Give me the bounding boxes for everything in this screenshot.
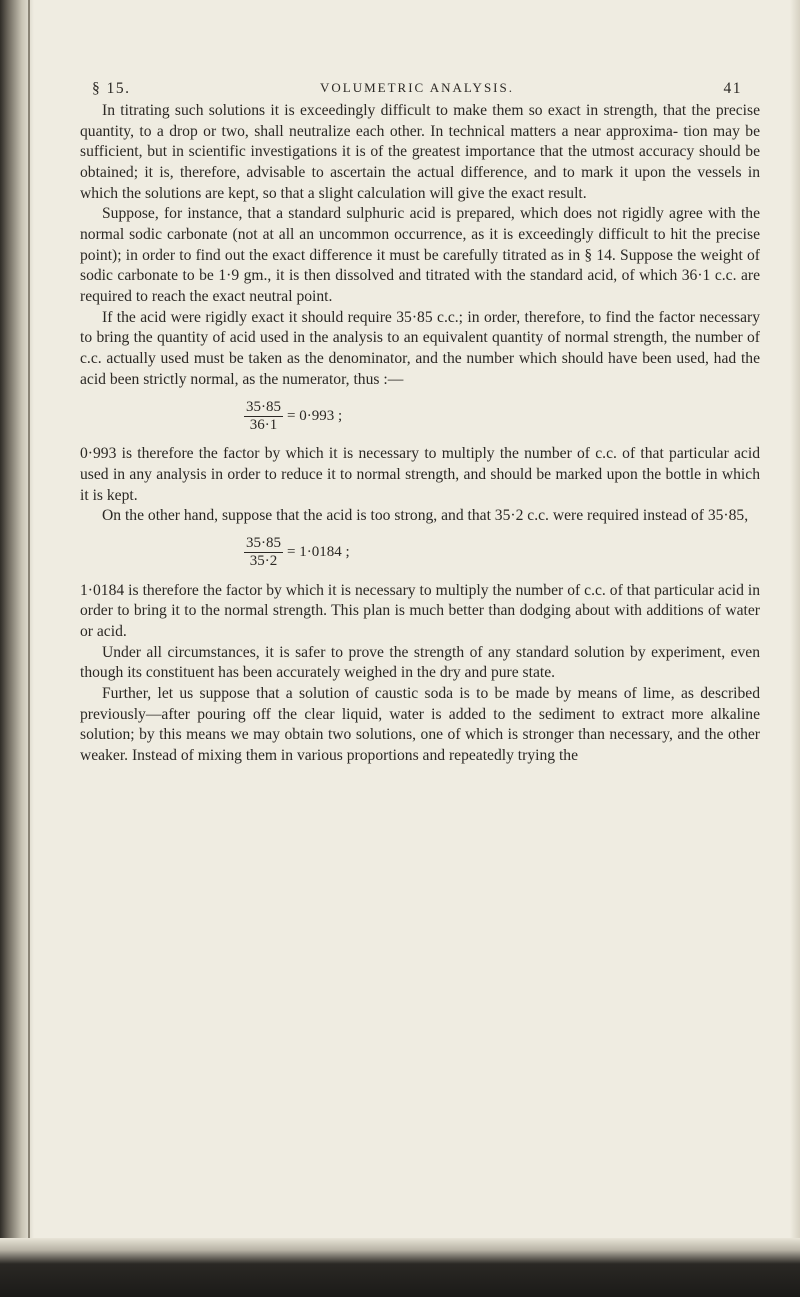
page-right-edge <box>790 0 800 1240</box>
paragraph: If the acid were rigidly exact it should require 35·85 c.c.; in order, therefore, to find the factor necessary to bring the quantity of acid used in the analysis to an equivalent quantity of normal strength, the number of c.c. actually used must be taken as the denominator, and the number which should have been used, had the acid been strictly normal, as the numerator, thus :— <box>80 308 760 388</box>
section-number: § 15. <box>92 80 131 97</box>
paragraph: On the other hand, suppose that the acid is too strong, and that 35·2 c.c. were required instead of 35·85, <box>102 507 749 525</box>
fraction-denominator: 36·1 <box>249 416 278 433</box>
formula-1 <box>80 394 760 438</box>
formula-2 <box>80 531 760 575</box>
paragraph: In titrating such solutions it is exceedingly difficult to make them so exact in strength, that the precise quantity, to a drop or two, shall neutralize each other. In technical matters a near approxima- tion may be sufficient, but in scientific investigations it is of the greatest importance that the utmost accuracy should be obtained; it is, therefore, advisable to ascertain the actual difference, and to mark it upon the vessels in which the solutions are kept, so that a slight calculation will give the exact result. <box>80 102 760 202</box>
fraction-denominator: 35·2 <box>249 553 278 570</box>
formula-result: = 0·993 ; <box>287 407 343 424</box>
running-title: VOLUMETRIC ANALYSIS. <box>320 80 514 95</box>
body-text <box>80 101 760 767</box>
paragraph: Under all circumstances, it is safer to prove the strength of any standard solution by experiment, even though its constituent has been accurately weighed in the dry and pure state. <box>80 643 760 682</box>
paragraph: 1·0184 is therefore the factor by which it is necessary to multiply the number of c.c. of that particular acid in order to bring it to the normal strength. This plan is much better than dodging about with additions of water or acid. <box>80 581 760 641</box>
binding-edge-line <box>28 0 30 1297</box>
paragraph: 0·993 is therefore the factor by which it is necessary to multiply the number of c.c. of that particular acid used in any analysis in order to reduce it to normal strength, and should be marked upon the bottle in which it is kept. <box>80 445 760 504</box>
paragraph: Suppose, for instance, that a standard sulphuric acid is prepared, which does not rigidly agree with the normal sodic carbonate (not at all an uncommon occurrence, as it is exceedingly difficult to hit the precise point); in order to find out the exact difference it must be carefully titrated as in § 14. Suppose the weight of sodic carbonate to be 1·9 gm., it is then dissolved and titrated with the standard acid, of which 36·1 c.c. are required to reach the exact neutral point. <box>80 205 760 305</box>
formula-result: = 1·0184 ; <box>287 544 350 561</box>
fraction-numerator: 35·85 <box>246 535 281 552</box>
fraction <box>244 535 283 570</box>
fraction <box>244 399 283 434</box>
page-bottom-shadow <box>0 1238 800 1297</box>
paragraph: Further, let us suppose that a solution of caustic soda is to be made by means of lime, as described previously—after pouring off the clear liquid, water is added to the sediment to extract more alkaline solution; by this means we may obtain two solutions, one of which is stronger than necessary, and the other weaker. Instead of mixing them in various proportions and repeatedly trying the <box>80 685 760 765</box>
page-number: 41 <box>723 80 742 97</box>
fraction-numerator: 35·85 <box>246 398 281 415</box>
